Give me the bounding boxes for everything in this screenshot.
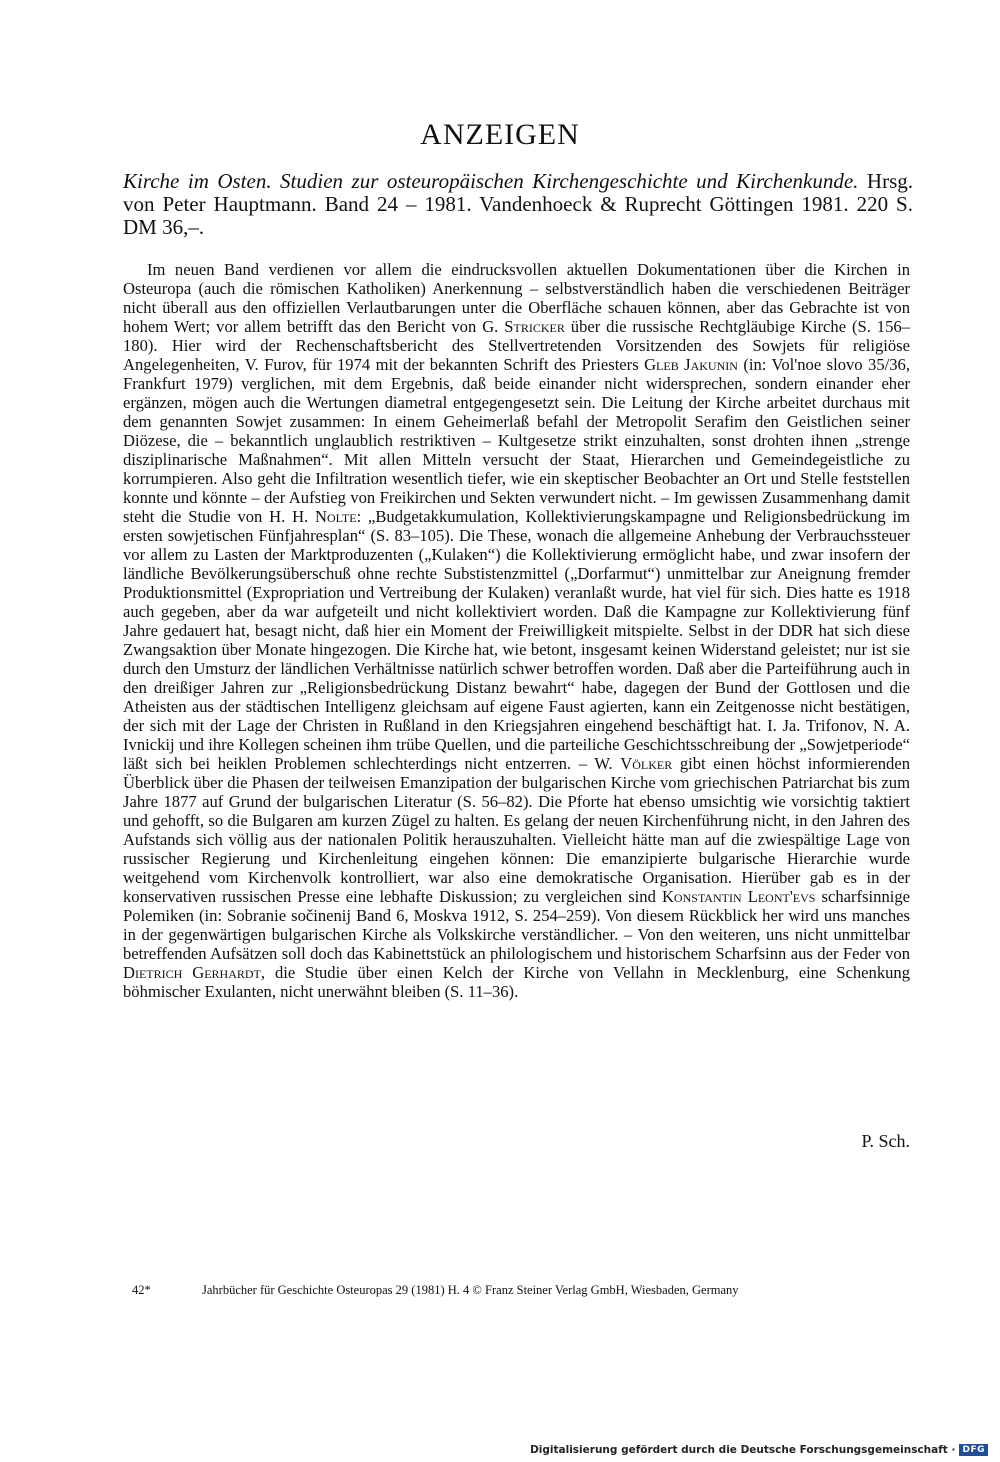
author-name: Stricker (504, 317, 565, 336)
author-name: Konstantin Leont'evs (661, 887, 816, 906)
author-name: Gleb Jakunin (644, 355, 738, 374)
reviewer-signature: P. Sch. (861, 1131, 910, 1151)
body-segment: (in: Vol'noe slovo 35/36, Frankfurt 1979) verglichen, mit dem Ergebnis, daß beide einander nicht widersprechen, sondern einander eher ergänzen, mögen auch die Wertungen diametral entgegengesetzt sein. Die Leitung der Kirche arbeitet durchaus mit dem genannten Sowjet zusammen: In einem Geheimerlaß befahl der Metropolit Serafim den Geistlichen seiner Diözese, die – bekanntlich unglaublich restriktiven – Kultgesetze strikt einzuhalten, sonst drohten ihnen „strenge disziplinarische Maßnahmen“. Mit allen Mitteln versucht der Staat, Hierarchen und Gemeindegeistliche zu korrumpieren. Also geht die Infiltration wesentlich tiefer, wie ein skeptischer Beobachter an Ort und Stelle feststellen konnte und könnte – der Aufstieg von Freikirchen und Sekten verwundert nicht. – Im gewissen Zusammenhang damit steht die Studie von H. H. (123, 355, 910, 526)
author-name: Nolte (315, 507, 357, 526)
dfg-logo: DFG (959, 1444, 988, 1456)
book-publication-details: Hrsg. von Peter Hauptmann. Band 24 – 1981. Vandenhoeck & Ruprecht Göttingen 1981. 220 S. DM 36,–. (123, 169, 913, 239)
body-segment: Im neuen Band verdienen vor allem die eindrucksvollen aktuellen Dokumentationen über die Kirchen in Osteuropa (auch die römischen Katholiken) Anerkennung – selbstverständlich haben die verschiedenen Beiträger nicht überall aus den offiziellen Verlautbarungen unter die Oberfläche schauen können, aber das Gebrachte ist von hohem Wert; vor allem betrifft das den Bericht von G. (123, 260, 910, 336)
author-name: Dietrich Gerhardt (123, 963, 261, 982)
dfg-notice-text: Digitalisierung gefördert durch die Deutsche Forschungsgemeinschaft · (530, 1444, 956, 1456)
body-segment: über die russische Rechtgläubige Kirche (S. 156–180). Hier wird der Rechenschaftsbericht des Stellvertretenden Vorsitzenden des Sowjets für religiöse Angelegenheiten, V. Furov, für 1974 mit der bekannten Schrift des Priesters (123, 317, 910, 374)
footer-journal-text: Jahrbücher für Geschichte Osteuropas 29 (1981) H. 4 © Franz Steiner Verlag GmbH, Wiesbaden, Germany (202, 1283, 739, 1297)
dfg-funding-notice (530, 1442, 988, 1458)
body-segment: scharfsinnige Polemiken (in: Sobranie sočinenij Band 6, Moskva 1912, S. 254–259). Von diesem Rückblick her wird uns manches in der gegenwärtigen bulgarischen Kirche als Volkskirche verständlicher. – Von den weiteren, uns nicht unmittelbar betreffenden Aufsätzen soll doch das Kabinettstück an philologischem und historischem Scharfsinn aus der Feder von (123, 887, 911, 963)
author-name: Völker (620, 754, 673, 773)
page-number: 42* (132, 1283, 151, 1297)
book-title: Kirche im Osten. Studien zur osteuropäischen Kirchengeschichte und Kirchenkunde. (123, 169, 859, 193)
page-heading: ANZEIGEN (420, 118, 580, 151)
body-segment: , die Studie über einen Kelch der Kirche von Vellahn in Mecklenburg, eine Schenkung böhmischer Exulanten, nicht unerwähnt bleiben (S. 11–36). (123, 963, 911, 1001)
page-footer (132, 1283, 892, 1298)
review-body (123, 260, 910, 1001)
book-citation (123, 170, 913, 239)
body-segment: gibt einen höchst informierenden Überblick über die Phasen der teilweisen Emanzipation der bulgarischen Kirche vom griechischen Patriarchat bis zum Jahre 1877 auf Grund der bulgarischen Literatur (S. 56–82). Die Pforte hat ebenso umsichtig wie vorsichtig taktiert und gehofft, so die Bulgaren am kurzen Zügel zu halten. Es gelang der neuen Kirchenführung nicht, in den Jahren des Aufstands sich völlig aus der nationalen Politik herauszuhalten. Vielleicht hätte man auf die zwiespältige Lage von russischer Regierung und Kirchenleitung eingehen können: Die emanzipierte bulgarische Hierarchie wurde weitgehend vom Kirchenvolk kontrolliert, war also eine demokratische Organisation. Hierüber gab es in der konservativen russischen Presse eine lebhafte Diskussion; zu vergleichen sind (123, 754, 910, 906)
body-segment: : „Budgetakkumulation, Kollektivierungskampagne und Religionsbedrückung im ersten sowjetischen Fünfjahresplan“ (S. 83–105). Die These, wonach die allgemeine Anhebung der Verbrauchssteuer vor allem zu Lasten der Marktproduzenten („Kulaken“) die Kollektivierung ermöglicht habe, und zwar insofern der ländliche Bevölkerungsüberschuß ohne rechte Substistenzmittel („Dorfarmut“) unmittelbar zur Aneignung fremder Produktionsmittel (Expropriation und Vertreibung der Kulaken) veranlaßt wurde, hat viel für sich. Dies hatte es 1918 auch gegeben, aber da war aufgeteilt und nicht kollektiviert worden. Daß die Kampagne zur Kollektivierung fünf Jahre gedauert hat, besagt nicht, daß hier ein Moment der Freiwilligkeit mitspielte. Selbst in der DDR hat sich diese Zwangsaktion über Monate hingezogen. Die Kirche hat, wie betont, insgesamt keinen Widerstand geleistet; nur ist sie durch den Umsturz der ländlichen Verhältnisse natürlich schwer betroffen worden. Daß aber die Parteiführung auch in den dreißiger Jahren zur „Religionsbedrückung Distanz bewahrt“ habe, dagegen der Bund der Gottlosen und die Atheisten aus der städtischen Intelligenz gleichsam auf eigene Faust agierten, kann ein Zeitgenosse nicht bestätigen, der sich mit der Lage der Christen in Rußland in den Kriegsjahren eingehend beschäftigt hat. I. Ja. Trifonov, N. A. Ivnickij und ihre Kollegen scheinen ihm trübe Quellen, und die parteiliche Geschichtsschreibung der „Sowjetperiode“ läßt sich bei heiklen Problemen schlechterdings nicht entzerren. – W. (123, 507, 910, 773)
